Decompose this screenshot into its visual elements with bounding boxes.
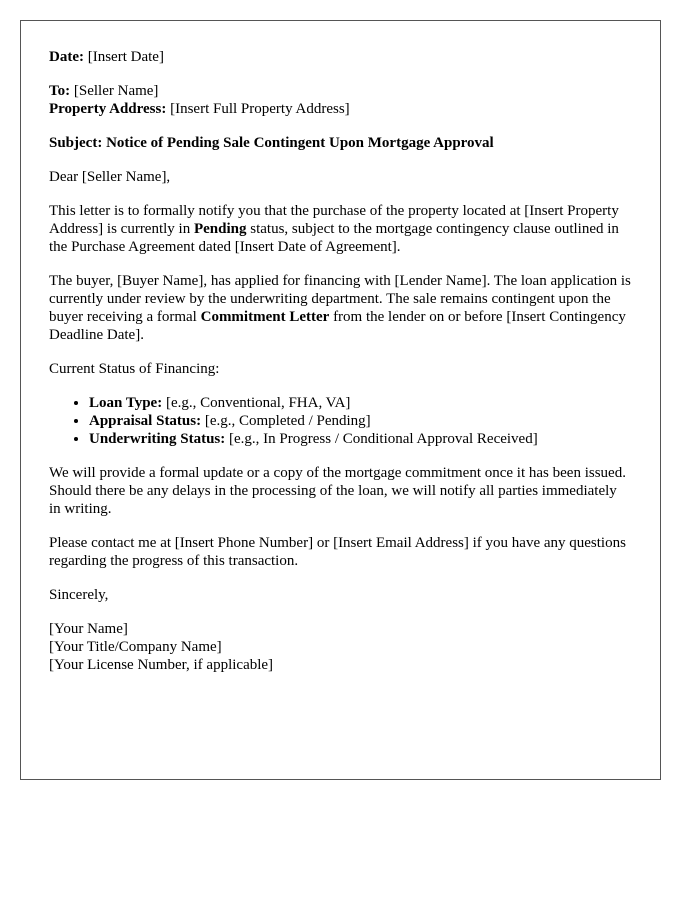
loan-type-value: [e.g., Conventional, FHA, VA] [162,395,351,411]
paragraph-2-text-b: from the lender on or before [Insert Contingency Deadline Date]. [49,309,626,343]
date-label: Date: [49,49,84,65]
paragraph-pending-status [49,202,632,256]
signature-license: [Your License Number, if applicable] [49,657,274,673]
pending-keyword: Pending [193,221,247,237]
paragraph-2-text-a: The buyer, [Buyer Name], has applied for financing with [Lender Name]. The loan application is currently under review by the underwriting department. The sale remains contingent upon the buyer receiving a formal [49,273,631,325]
to-label: To: [49,83,71,99]
paragraph-update: We will provide a formal update or a copy of the mortgage commitment once it has been issued. Should there be any delays in the processing of the loan, we will notify all parties immediately in writing. [49,465,626,517]
subject-line [49,134,632,152]
signature-title: [Your Title/Company Name] [49,639,222,655]
signature-name: [Your Name] [49,621,128,637]
list-item-underwriting-status [89,430,632,448]
date-line [49,48,632,66]
underwriting-status-label: Underwriting Status: [89,431,226,447]
appraisal-status-value: [e.g., Completed / Pending] [201,413,371,429]
paragraph-1-text-b: status, subject to the mortgage contingency clause outlined in the Purchase Agreement dated [Insert Date of Agreement]. [49,221,619,255]
subject-text: Subject: Notice of Pending Sale Contingent Upon Mortgage Approval [49,135,494,151]
closing: Sincerely, [49,587,109,603]
commitment-letter-keyword: Commitment Letter [200,309,330,325]
property-address-label: Property Address: [49,101,167,117]
list-item-appraisal-status [89,412,632,430]
financing-status-list [49,394,632,448]
paragraph-1-text-a: This letter is to formally notify you that the purchase of the property located at [Insert Property Address] is currently in [49,203,619,237]
underwriting-status-value: [e.g., In Progress / Conditional Approval Received] [225,431,538,447]
to-line [49,82,632,100]
paragraph-contact: Please contact me at [Insert Phone Number] or [Insert Email Address] if you have any questions regarding the progress of this transaction. [49,535,626,569]
letter-document [20,20,661,780]
recipient-block [49,82,632,118]
date-value: [Insert Date] [83,49,164,65]
salutation: Dear [Seller Name], [49,169,171,185]
property-address-line [49,100,632,118]
status-intro: Current Status of Financing: [49,361,220,377]
list-item-loan-type [89,394,632,412]
appraisal-status-label: Appraisal Status: [89,413,202,429]
property-address-value: [Insert Full Property Address] [166,101,350,117]
paragraph-financing [49,272,632,344]
to-value: [Seller Name] [70,83,159,99]
signature-block [49,620,632,674]
loan-type-label: Loan Type: [89,395,163,411]
